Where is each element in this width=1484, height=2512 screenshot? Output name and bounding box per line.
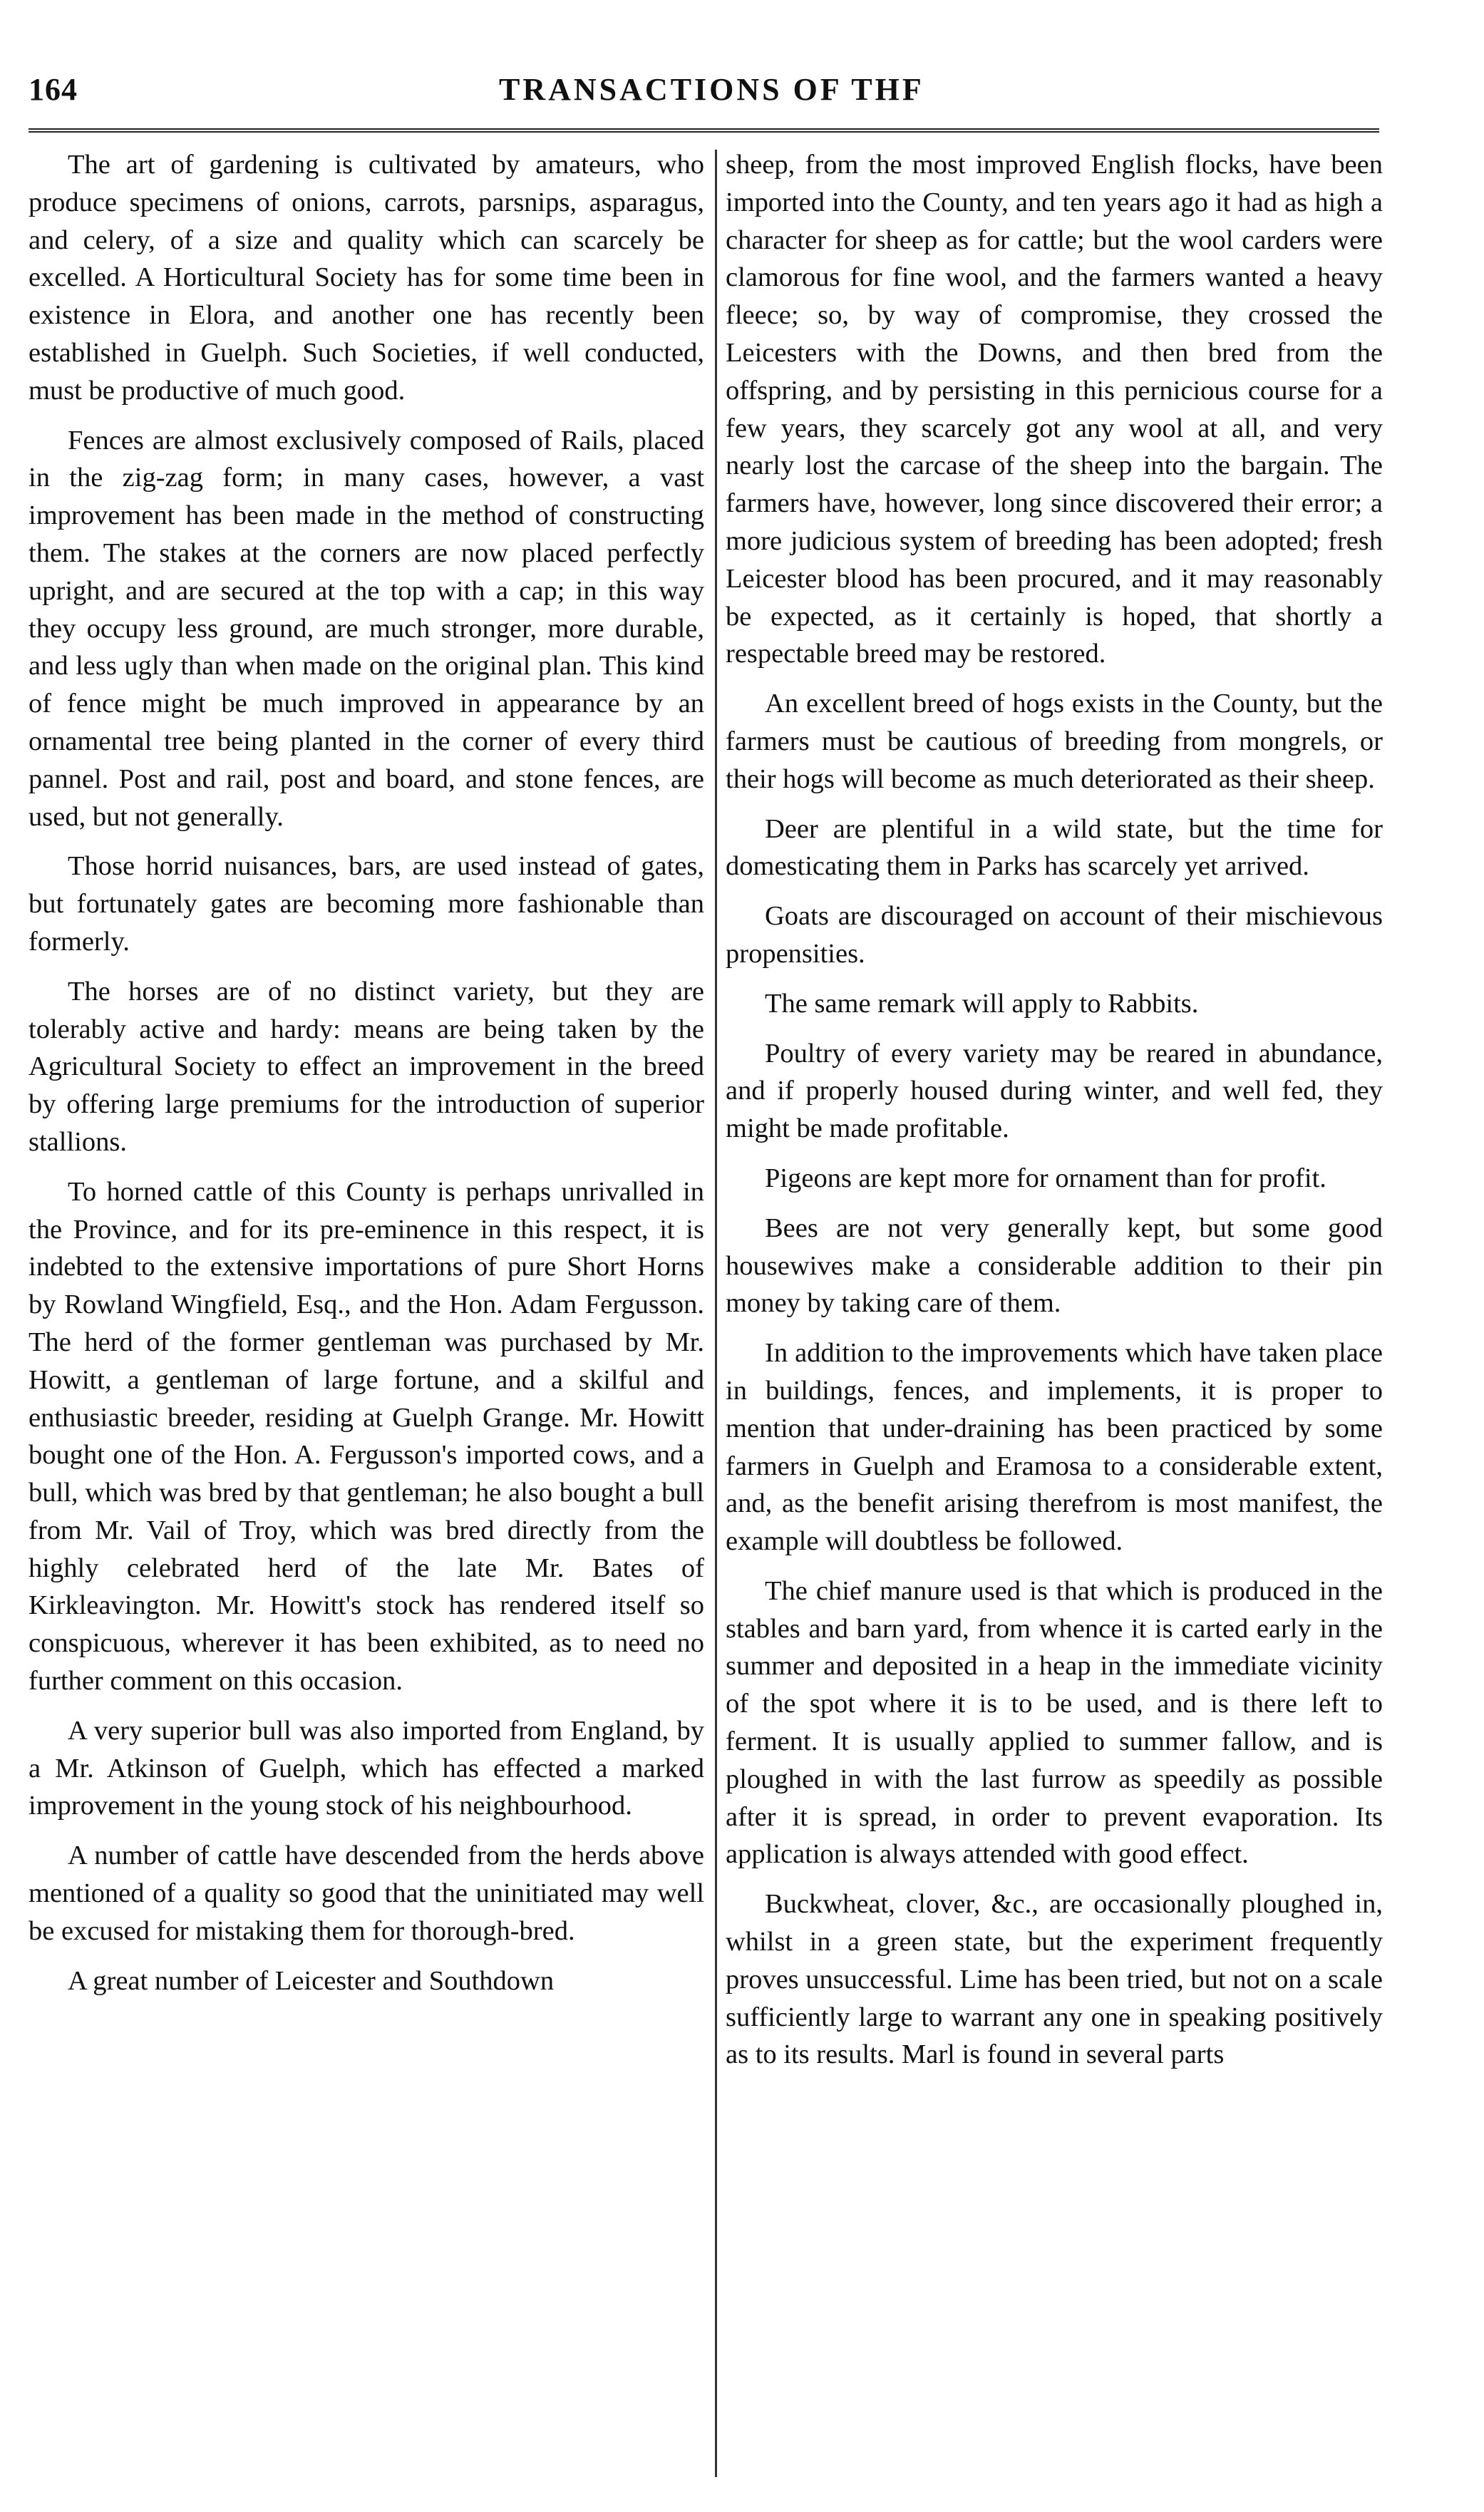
right-column <box>726 146 1383 2086</box>
paragraph-pigeons: Pigeons are kept more for ornament than for profit. <box>765 1163 1326 1193</box>
paragraph-buckwheat: Buckwheat, clover, &c., are occasionally ploughed in, whilst in a green state, but the experiment frequently proves unsuccessful. Lime has been tried, but not on a scale sufficiently large to warrant any one in speaking positively as to its results. Marl is found in several parts <box>726 1889 1383 2070</box>
paragraph-rabbits: The same remark will apply to Rabbits. <box>765 988 1199 1019</box>
paragraph-descended-cattle: A number of cattle have descended from the herds above mentioned of a quality so good that the uninitiated may well be excused for mistaking them for thorough-bred. <box>29 1841 704 1946</box>
paragraph-goats: Goats are discouraged on account of their mischievous propensities. <box>726 901 1383 969</box>
paragraph-horses: The horses are of no distinct variety, but they are tolerably active and hardy: means are being taken by the Agricultural Society to effect an improvement in the breed by offering large premiums for the introduction of superior stallions. <box>29 976 704 1157</box>
paragraph-gardening: The art of gardening is cultivated by amateurs, who produce specimens of onions, carrots, parsnips, asparagus, and celery, of a size and quality which can scarcely be excelled. A Horticultural Society has for some time been in existence in Elora, and another one has recently been established in Guelph. Such Societies, if well conducted, must be productive of much good. <box>29 150 704 406</box>
paragraph-under-draining: In addition to the improvements which have taken place in buildings, fences, and implements, it is proper to mention that under-draining has been practiced by some farmers in Guelph and Eramosa to a considerable extent, and, as the benefit arising therefrom is most manifest, the example will doubtless be followed. <box>726 1338 1383 1557</box>
paragraph-bees: Bees are not very generally kept, but some good housewives make a considerable addition to their pin money by taking care of them. <box>726 1213 1383 1319</box>
running-head: TRANSACTIONS OF THF <box>499 72 924 107</box>
left-column <box>29 146 704 2012</box>
paragraph-bars: Those horrid nuisances, bars, are used instead of gates, but fortunately gates are becoming more fashionable than formerly. <box>29 851 704 957</box>
column-rule <box>715 150 717 2477</box>
paragraph-poultry: Poultry of every variety may be reared in abundance, and if properly housed during winter, and well fed, they might be made profitable. <box>726 1038 1383 1144</box>
paragraph-sheep-start: A great number of Leicester and Southdown <box>68 1965 555 1996</box>
paragraph-horned-cattle: To horned cattle of this County is perhaps unrivalled in the Province, and for its pre-eminence in this respect, it is indebted to the extensive importations of pure Short Horns by Rowland Wingfield, Esq., and the Hon. Adam Fergusson. The herd of the former gentleman was purchased by Mr. Howitt, a gentleman of large fortune, and a skilful and enthusiastic breeder, residing at Guelph Grange. Mr. Howitt bought one of the Hon. A. Fergusson's imported cows, and a bull, which was bred by that gentleman; he also bought a bull from Mr. Vail of Troy, which was bred directly from the highly celebrated herd of the late Mr. Bates of Kirkleavington. Mr. Howitt's stock has rendered itself so conspicuous, wherever it has been exhibited, as to need no further comment on this occasion. <box>29 1176 704 1697</box>
page-header <box>29 71 1383 135</box>
paragraph-manure: The chief manure used is that which is produced in the stables and barn yard, from whence it is carted early in the summer and deposited in a heap in the immediate vicinity of the spot where it is to be used, and is there left to ferment. It is usually applied to summer fallow, and is ploughed in with the last furrow as speedily as possible after it is spread, in order to prevent evaporation. Its application is always attended with good effect. <box>726 1575 1383 1870</box>
header-rule <box>29 128 1379 133</box>
paragraph-fences: Fences are almost exclusively composed of Rails, placed in the zig-zag form; in many cases, however, a vast improvement has been made in the method of constructing them. The stakes at the corners are now placed perfectly upright, and are secured at the top with a cap; in this way they occupy less ground, are much stronger, more durable, and less ugly than when made on the original plan. This kind of fence might be much improved in appearance by an ornamental tree being planted in the corner of every third pannel. Post and rail, post and board, and stone fences, are used, but not generally. <box>29 425 704 832</box>
paragraph-superior-bull: A very superior bull was also imported from England, by a Mr. Atkinson of Guelph, which has effected a marked improvement in the young stock of his neighbourhood. <box>29 1715 704 1821</box>
page-number: 164 <box>29 72 78 107</box>
paragraph-deer: Deer are plentiful in a wild state, but the time for domesticating them in Parks has scarcely yet arrived. <box>726 813 1383 882</box>
paragraph-hogs: An excellent breed of hogs exists in the County, but the farmers must be cautious of breeding from mongrels, or their hogs will become as much deteriorated as their sheep. <box>726 689 1383 794</box>
paragraph-sheep-continued: sheep, from the most improved English flocks, have been imported into the County, and ten years ago it had as high a character for sheep as for cattle; but the wool carders were clamorous for fine wool, and the farmers wanted a heavy fleece; so, by way of compromise, they crossed the Leicesters with the Downs, and then bred from the offspring, and by persisting in this pernicious course for a few years, they scarcely got any wool at all, and very nearly lost the carcase of the sheep into the bargain. The farmers have, however, long since discovered their error; a more judicious system of breeding has been adopted; fresh Leicester blood has been procured, and it may reasonably be expected, as it certainly is hoped, that shortly a respectable breed may be restored. <box>726 150 1383 669</box>
